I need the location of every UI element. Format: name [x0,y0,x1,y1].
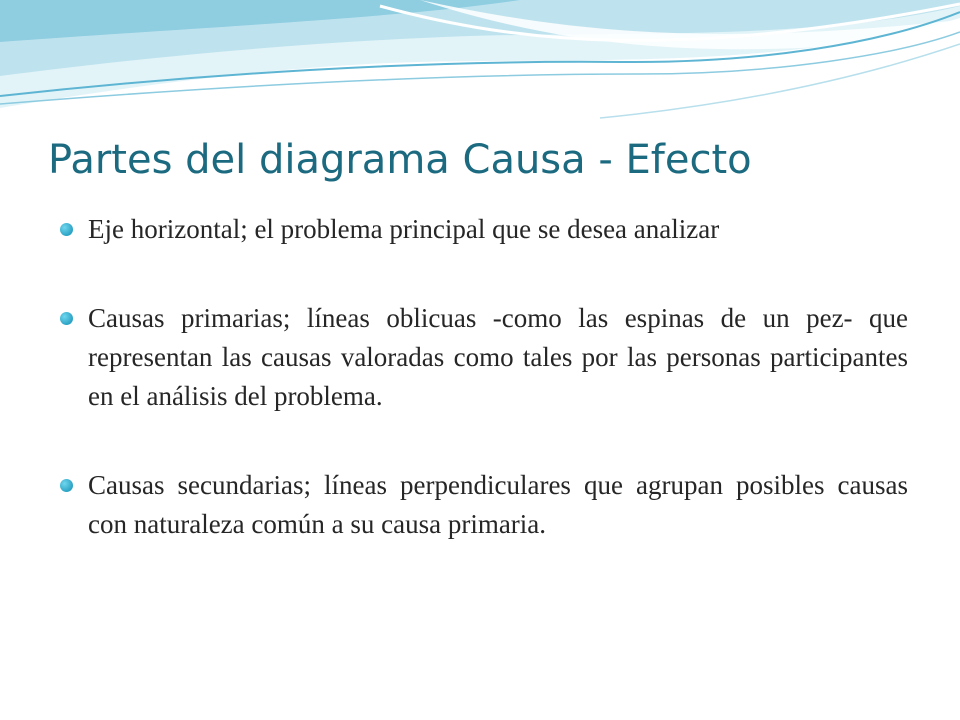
circle-bullet-icon [60,312,73,325]
bullet-text: Eje horizontal; el problema principal que se desea analizar [88,214,720,244]
bullet-text: Causas primarias; líneas oblicuas -como las espinas de un pez- que representan las causas valoradas como tales por las personas participantes en el análisis del problema. [88,303,908,411]
bullet-item [60,210,908,249]
circle-bullet-icon [60,479,73,492]
header-wave-decoration [0,0,960,130]
slide-title: Partes del diagrama Causa - Efecto [48,137,752,183]
bullet-list [60,210,908,544]
bullet-item [60,299,908,416]
circle-bullet-icon [60,223,73,236]
bullet-item [60,466,908,544]
bullet-text: Causas secundarias; líneas perpendiculares que agrupan posibles causas con naturaleza común a su causa primaria. [88,470,908,539]
